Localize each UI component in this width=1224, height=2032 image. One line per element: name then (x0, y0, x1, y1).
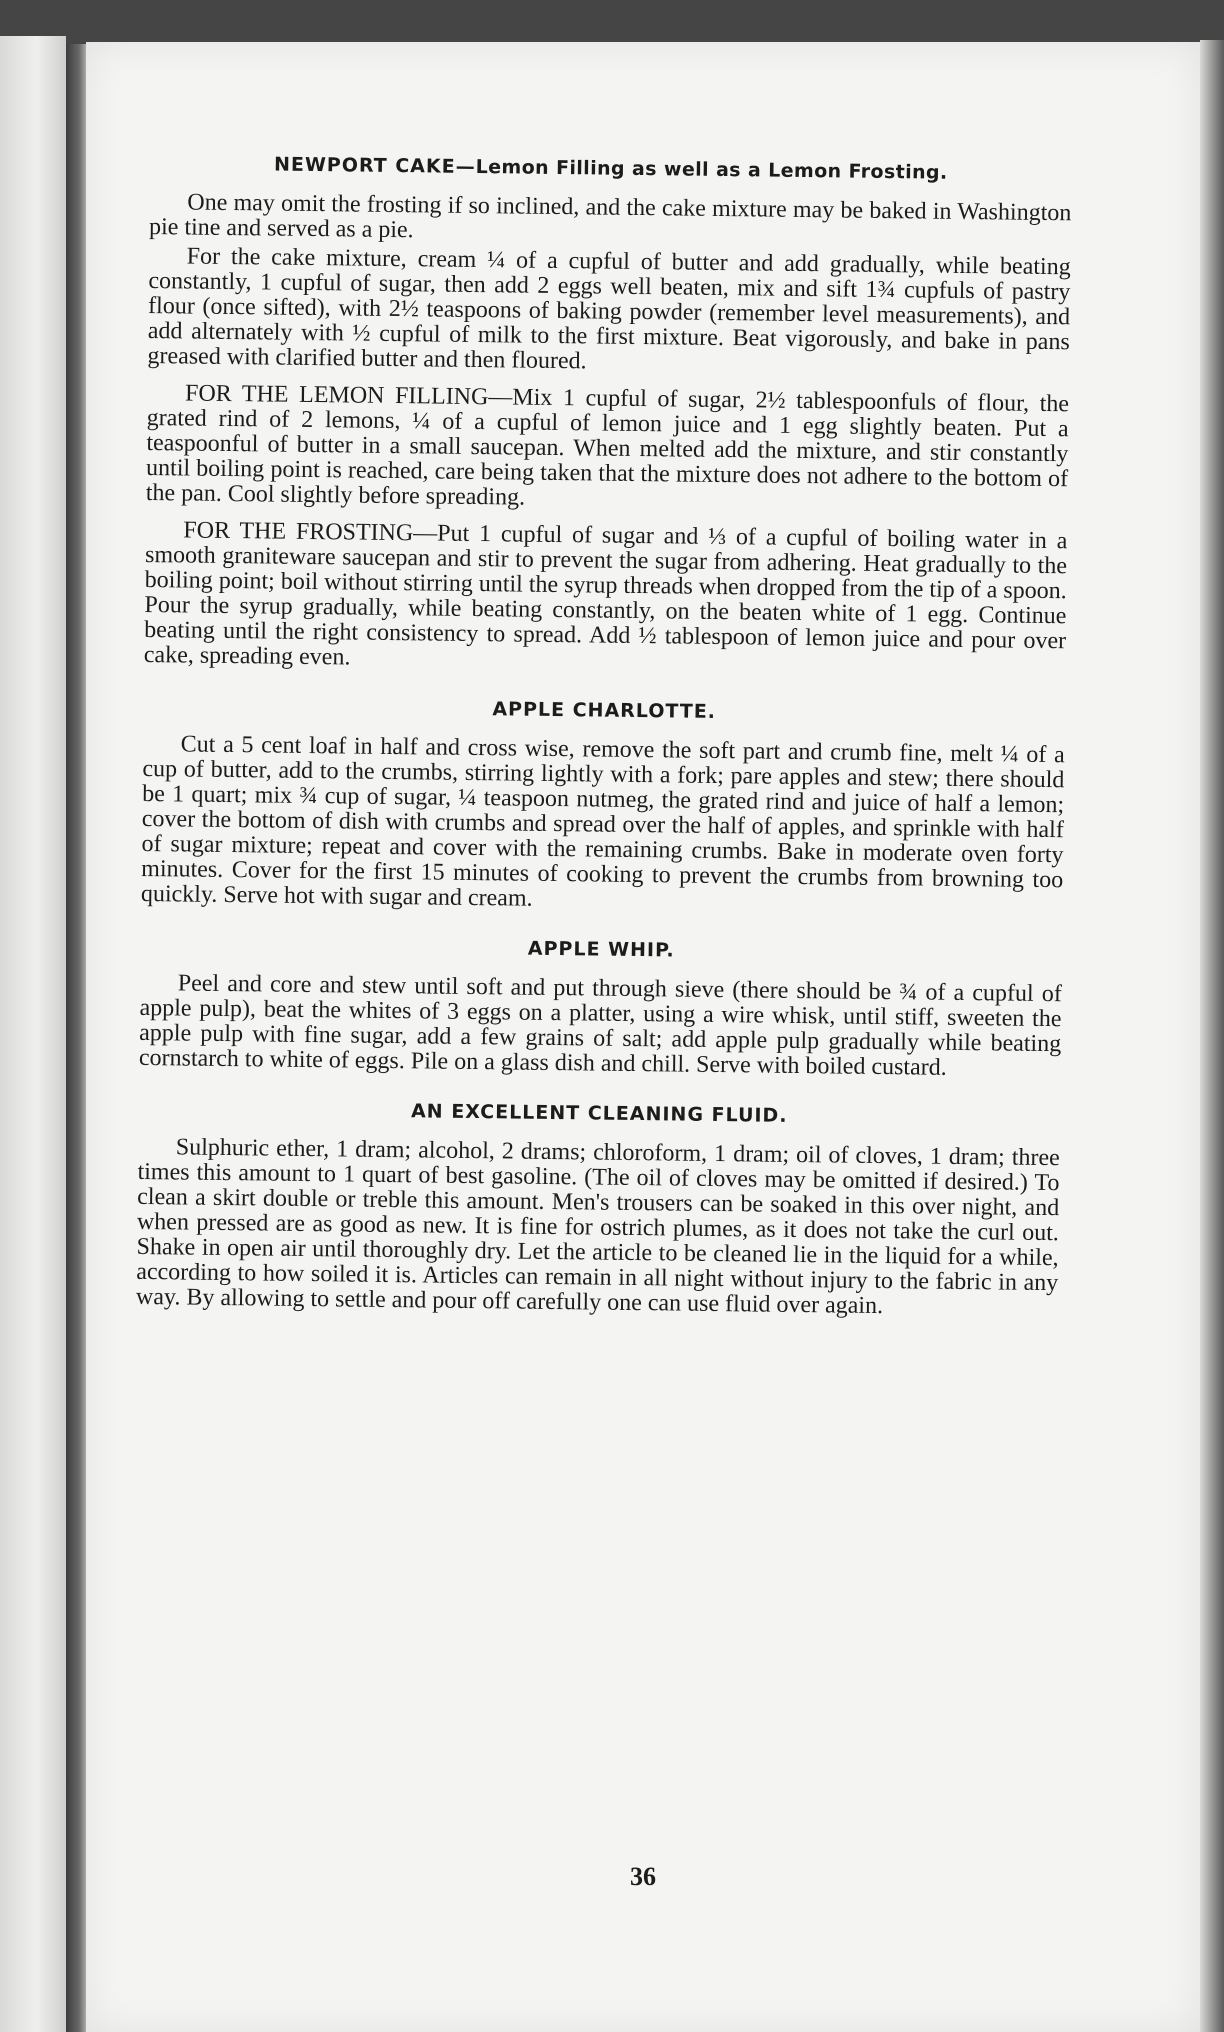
section-title: AN EXCELLENT CLEANING FLUID. (410, 1100, 788, 1127)
section-heading (138, 1097, 1060, 1130)
paragraph: For the cake mixture, cream ¼ of a cupful of butter and add gradually, while beating constantly, 1 cupful of sugar, then add 2 eggs well beaten, mix and sift 1¾ cupfuls of pastry flour (once sifted), with 2½ teaspoons of baking powder (remember level measurements), and add alternately with ½ cupful of milk to the first mixture. Beat vigorously, and bake in pans greased with clarified butter and then floured. (147, 243, 1071, 375)
recipe-newport-cake (144, 152, 1072, 679)
recipe-apple-charlotte (141, 694, 1066, 918)
section-heading (150, 152, 1072, 185)
paragraph: One may omit the frosting if so inclined, and the cake mixture may be baked in Washington pie tine and served as a pie. (148, 189, 1072, 244)
page-number: 36 (630, 1862, 656, 1891)
paragraph: FOR THE FROSTING—Put 1 cupful of sugar and ⅓ of a cupful of boiling water in a smooth graniteware saucepan and stir to prevent the sugar from adhering. Heat gradually to the boiling point; boil without stirring until the syrup threads when dropped from the tip of a spoon. Pour the syrup gradually, while beating constantly, on the beaten white of 1 egg. Continue beating until the right consistency to spread. Add ½ tablespoon of lemon juice and pour over cake, spreading even. (143, 517, 1068, 671)
section-heading (140, 933, 1062, 966)
section-title: APPLE CHARLOTTE. (492, 698, 717, 723)
section-title: NEWPORT CAKE— (273, 153, 476, 178)
book-spine-shadow (66, 44, 88, 2032)
recipe-cleaning-fluid (136, 1097, 1061, 1321)
previous-page-edge (0, 36, 66, 2032)
paragraph: Peel and core and stew until soft and put through sieve (there should be ¾ of a cupful of apple pulp), beat the whites of 3 eggs on a platter, using a wire whisk, until stiff, sweeten the apple pulp with fine sugar, add a few grains of salt; add apple pulp gradually while beating cornstarch to white of eggs. Pile on a glass dish and chill. Serve with boiled custard. (138, 970, 1062, 1081)
section-title: APPLE WHIP. (527, 937, 675, 962)
book-page (86, 42, 1200, 2032)
paragraph: Cut a 5 cent loaf in half and cross wise, remove the soft part and crumb fine, melt ¼ of a cup of butter, add to the crumbs, stirring lightly with a fork; pare apples and stew; there should be 1 quart; mix ¾ cup of sugar, ¼ teaspoon nutmeg, the grated rind and juice of half a lemon; cover the bottom of dish with crumbs and spread over the half of apples, and sprinkle with half of sugar mixture; repeat and cover with the remaining crumbs. Bake in moderate oven forty minutes. Cover for the first 15 minutes of cooking to prevent the crumbs from browning too quickly. Serve hot with sugar and cream. (140, 731, 1065, 912)
paragraph: FOR THE LEMON FILLING—Mix 1 cupful of sugar, 2½ tablespoonfuls of flour, the grated rind of 2 lemons, ¼ of a cupful of lemon juice and 1 egg slightly beaten. Put a teaspoonful of butter in a small saucepan. When melted add the mixture, and stir constantly until boiling point is reached, care being taken that the mixture does not adhere to the bottom of the pan. Cool slightly before spreading. (145, 380, 1070, 511)
page-content (136, 152, 1072, 1347)
paragraph: Sulphuric ether, 1 dram; alcohol, 2 drams; chloroform, 1 dram; oil of cloves, 1 dram; three times this amount to 1 quart of best gasoline. (The oil of cloves may be omitted if desired.) To clean a skirt double or treble this amount. Men's trousers can be soaked in this over night, and when pressed are as good as new. It is fine for ostrich plumes, as it does not take the curl out. Shake in open air until thoroughly dry. Let the article to be cleaned lie in the liquid for a while, according to how soiled it is. Articles can remain in all night without injury to the fabric in any way. By allowing to settle and pour off carefully one can use fluid over again. (135, 1134, 1060, 1320)
section-heading (143, 694, 1065, 727)
recipe-apple-whip (139, 933, 1063, 1082)
next-page-edge (1200, 40, 1224, 2032)
section-subtitle: Lemon Filling as well as a Lemon Frosting. (475, 155, 948, 184)
